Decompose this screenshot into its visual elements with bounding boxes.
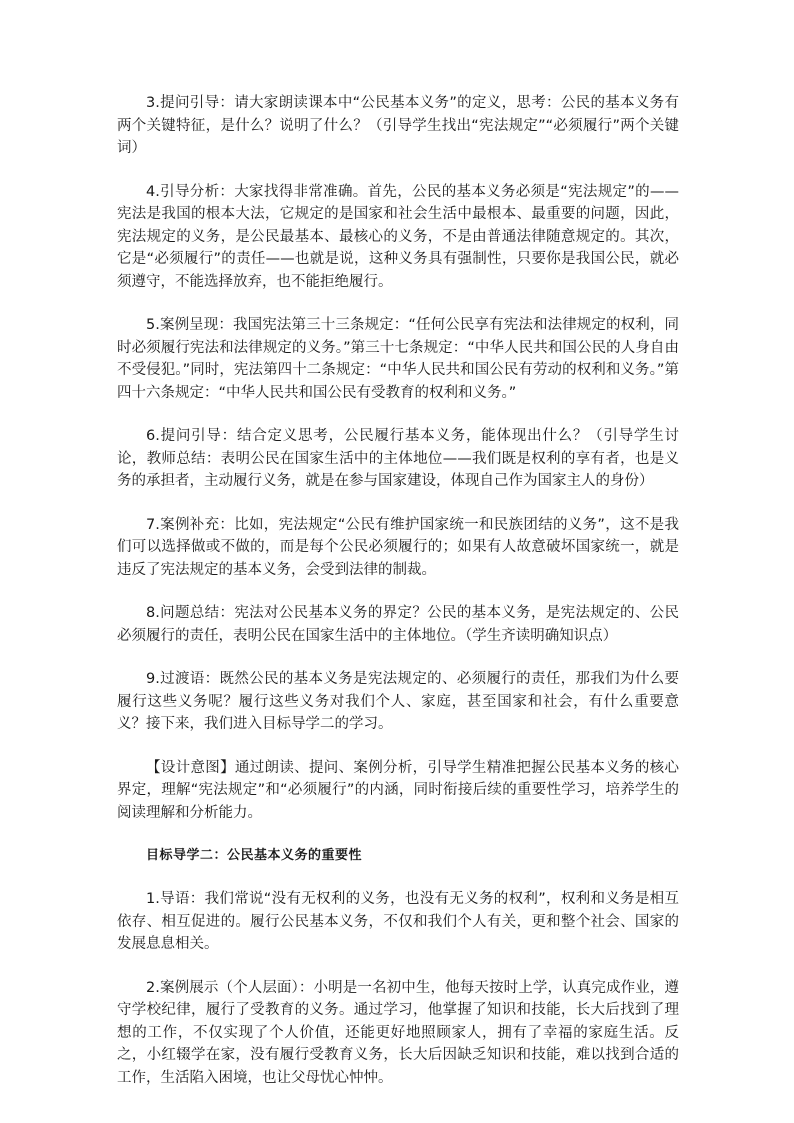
document-page [117, 92, 679, 1110]
paragraph-question-guide-6: 6.提问引导：结合定义思考，公民履行基本义务，能体现出什么？（引导学生讨论，教师总结：表明公民在国家生活中的主体地位——我们既是权利的享有者，也是义务的承担者，主动履行义务，就是在参与国家建设，体现自己作为国家主人的身份） [117, 428, 679, 489]
paragraph-transition-9: 9.过渡语：既然公民的基本义务是宪法规定的、必须履行的责任，那我们为什么要履行这些义务呢？履行这些义务对我们个人、家庭，甚至国家和社会，有什么重要意义？接下来，我们进入目标导学二的学习。 [117, 671, 679, 732]
paragraph-guided-analysis-4: 4.引导分析：大家找得非常准确。首先，公民的基本义务必须是“宪法规定”的——宪法是我国的根本大法，它规定的是国家和社会生活中最根本、最重要的问题，因此，宪法规定的义务，是公民最基本、最核心的义务，不是由普通法律随意规定的。其次，它是“必须履行”的责任——也就是说，这种义务具有强制性，只要你是我国公民，就必须遵守，不能选择放弃，也不能拒绝履行。 [117, 183, 679, 290]
paragraph-case-display-2: 2.案例展示（个人层面）：小明是一名初中生，他每天按时上学，认真完成作业，遵守学校纪律，履行了受教育的义务。通过学习，他掌握了知识和技能，长大后找到了理想的工作，不仅实现了个人价值，还能更好地照顾家人，拥有了幸福的家庭生活。反之，小红辍学在家，没有履行受教育义务，长大后因缺乏知识和技能，难以找到合适的工作，生活陷入困境，也让父母忧心忡忡。 [117, 979, 679, 1086]
paragraph-intro-1: 1.导语：我们常说“没有无权利的义务，也没有无义务的权利”，权利和义务是相互依存、相互促进的。履行公民基本义务，不仅和我们个人有关，更和整个社会、国家的发展息息相关。 [117, 891, 679, 952]
paragraph-case-supplement-7: 7.案例补充：比如，宪法规定“公民有维护国家统一和民族团结的义务”，这不是我们可以选择做或不做的，而是每个公民必须履行的；如果有人故意破坏国家统一，就是违反了宪法规定的基本义务，会受到法律的制裁。 [117, 516, 679, 578]
paragraph-summary-8: 8.问题总结：宪法对公民基本义务的界定？公民的基本义务，是宪法规定的、公民必须履行的责任，表明公民在国家生活中的主体地位。（学生齐读明确知识点） [117, 605, 679, 644]
paragraph-design-intent: 【设计意图】通过朗读、提问、案例分析，引导学生精准把握公民基本义务的核心界定，理解“宪法规定”和“必须履行”的内涵，同时衔接后续的重要性学习，培养学生的阅读理解和分析能力。 [117, 759, 679, 821]
section-heading-goal-two: 目标导学二：公民基本义务的重要性 [146, 848, 363, 863]
paragraph-question-guide-3: 3.提问引导：请大家朗读课本中“公民基本义务”的定义，思考：公民的基本义务有两个关键特征，是什么？说明了什么？（引导学生找出“宪法规定”“必须履行”两个关键词） [117, 95, 679, 156]
paragraph-case-presentation-5: 5.案例呈现：我国宪法第三十三条规定：“任何公民享有宪法和法律规定的权利，同时必须履行宪法和法律规定的义务。”第三十七条规定：“中华人民共和国公民的人身自由不受侵犯。”同时，宪法第四十二条规定：“中华人民共和国公民有劳动的权利和义务。”第四十六条规定：“中华人民共和国公民有受教育的权利和义务。” [117, 317, 679, 401]
